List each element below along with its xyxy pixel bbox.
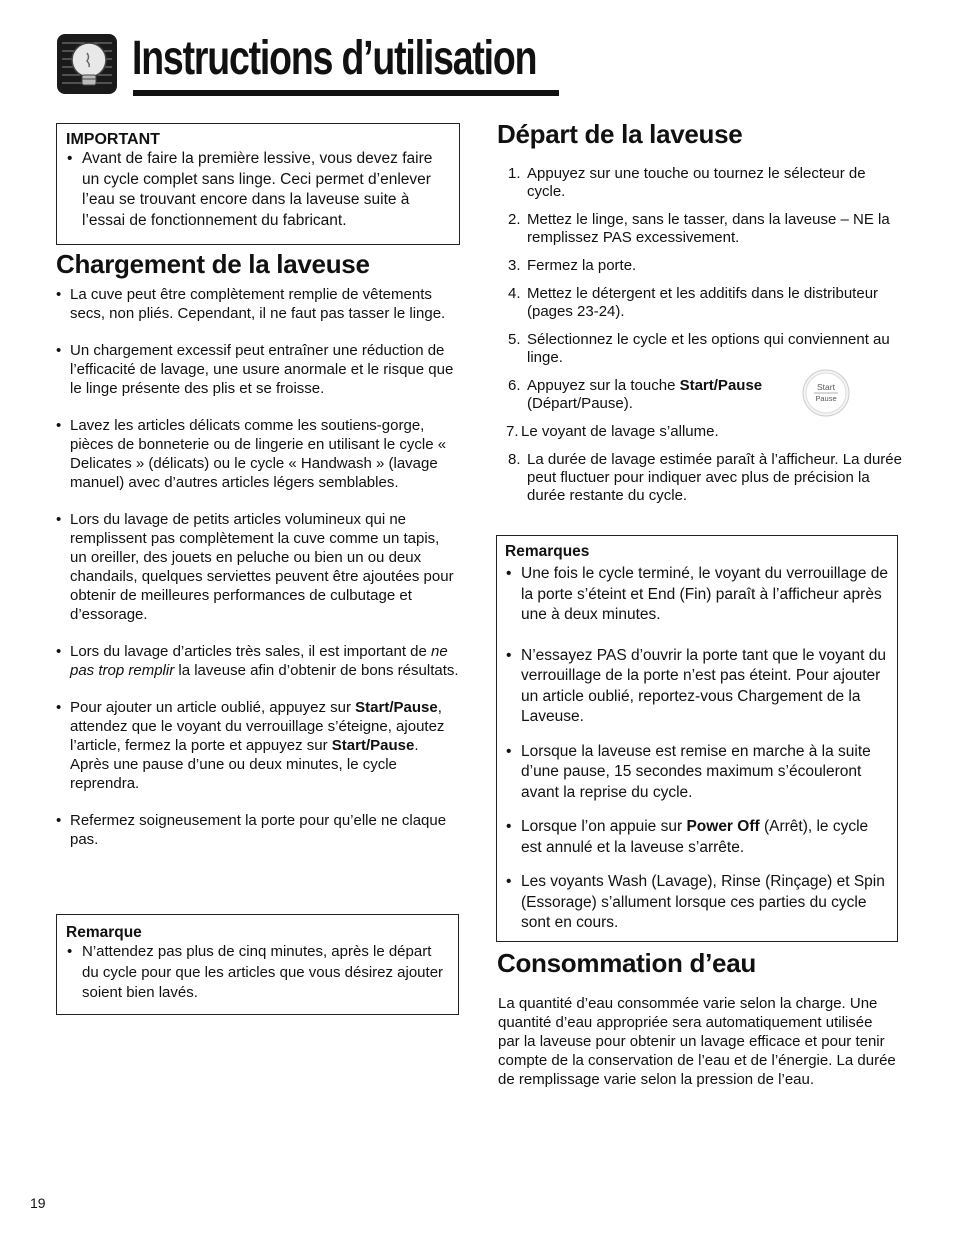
list-item: • Lors du lavage de petits articles volumineux qui ne remplissent pas complètement la cuve comme un tapis, un oreiller, des jouets en peluche ou bien un ou deux chandails, quelques serviettes peuvent être ajoutées pour obtenir de meilleures performances de culbutage et d’essorage. [56,510,460,624]
step-text: Le voyant de lavage s’allume. [521,423,719,440]
item-text: . Après une pause d’une ou deux minutes, le cycle reprendra. [70,737,419,792]
step-item [508,165,903,201]
start-pause-button-bottom-label: Pause [815,394,837,403]
list-item [56,698,460,793]
step-number: 6. [508,377,521,394]
emphasis-text: ne pas trop remplir [70,643,448,679]
chargement-list [56,285,460,867]
step-number: 7. [506,423,519,440]
step-item [508,257,903,275]
list-item: • Un chargement excessif peut entraîner une réduction de l’efficacité de lavage, une usure anormale et le risque que le linge présente des plis et se froisse. [56,341,460,398]
step-text: (Départ/Pause). [527,395,633,412]
power-off-label: Power Off [686,818,760,835]
depart-steps [508,165,903,515]
remarque-heading: Remarque [66,924,142,941]
step-item [508,285,903,321]
step-text: Appuyez sur la touche [527,377,680,394]
remarque-text: • N’attendez pas plus de cinq minutes, après le départ du cycle pour que les articles que vous désirez ajouter soient bien lavés. [66,942,449,1004]
start-pause-label: Start/Pause [355,699,438,716]
step-item [508,331,903,367]
list-item [505,817,889,858]
start-pause-label: Start/Pause [331,737,415,754]
step-number: 5. [508,331,521,348]
list-item: • Les voyants Wash (Lavage), Rinse (Rinçage) et Spin (Essorage) s’allument lorsque ces parties du cycle sont en cours. [505,872,889,934]
section-heading-consommation: Consommation d’eau [497,948,756,978]
step-number: 3. [508,257,521,274]
list-item: • Une fois le cycle terminé, le voyant du verrouillage de la porte s’éteint et End (Fin) paraît à l’afficheur après une à deux minutes. [505,564,889,626]
step-text: Sélectionnez le cycle et les options qui conviennent au linge. [527,331,890,366]
list-item: • Lavez les articles délicats comme les soutiens-gorge, pièces de bonneterie ou de lingerie en utilisant le cycle « Delicates » (délicats) ou le cycle « Handwash » (lavage manuel) avec d’autres articles légers semblables. [56,416,460,492]
section-heading-depart: Départ de la laveuse [497,119,743,149]
lightbulb-icon [56,33,118,95]
step-text: La durée de lavage estimée paraît à l’afficheur. La durée peut fluctuer pour indiquer avec plus de précision la durée restante du cycle. [527,451,902,504]
step-number: 4. [508,285,521,302]
item-text: Pour ajouter un article oublié, appuyez sur [70,699,356,716]
item-text: , attendez que le voyant du verrouillage s’éteigne, ajoutez l’article, fermez la porte et appuyez sur [70,699,445,754]
step-item [508,211,903,247]
list-item: • La cuve peut être complètement remplie de vêtements secs, non pliés. Cependant, il ne faut pas tasser le linge. [56,285,460,323]
page-title: Instructions d’utilisation [132,32,537,85]
step-text: Fermez la porte. [527,257,637,274]
step-text: Appuyez sur une touche ou tournez le sélecteur de cycle. [527,165,866,200]
start-pause-button-top-label: Start [817,382,835,392]
list-item [56,642,460,680]
step-number: 8. [508,451,521,468]
item-text: (Arrêt), le cycle est annulé et la laveuse s’arrête. [521,818,869,856]
start-pause-label: Start/Pause [679,377,763,394]
step-text: Mettez le détergent et les additifs dans le distributeur (pages 23-24). [527,285,879,320]
item-text: Lors du lavage d’articles très sales, il est important de [70,643,432,660]
item-text: Lorsque l’on appuie sur [521,818,687,835]
title-underline [133,90,559,96]
item-text: la laveuse afin d’obtenir de bons résultats. [174,662,459,679]
list-item: • Refermez soigneusement la porte pour qu’elle ne claque pas. [56,811,460,849]
step-item [508,451,903,505]
step-item [508,377,903,413]
remarques-heading: Remarques [505,543,590,560]
start-pause-button-icon [801,368,851,418]
consommation-text: La quantité d’eau consommée varie selon la charge. Une quantité d’eau appropriée sera automatiquement utilisée par la laveuse pour obtenir un lavage efficace et pour tenir compte de la conservation de l’eau et de l’énergie. La durée de remplissage varie selon la pression de l’eau. [498,995,896,1088]
step-text: Mettez le linge, sans le tasser, dans la laveuse – NE la remplissez PAS excessivement. [527,211,890,246]
list-item: • Lorsque la laveuse est remise en marche à la suite d’une pause, 15 secondes maximum s’écouleront avant la reprise du cycle. [505,742,889,804]
step-item [506,423,903,441]
step-number: 1. [508,165,521,182]
important-text: • Avant de faire la première lessive, vous devez faire un cycle complet sans linge. Ceci permet d’enlever l’eau se trouvant encore dans la laveuse suite à l’essai de fonctionnement du fabricant. [66,149,451,231]
page-number: 19 [30,1195,46,1211]
list-item: • N’essayez PAS d’ouvrir la porte tant que le voyant du verrouillage de la porte n’est pas éteint. Pour ajouter un article oublié, reportez-vous Chargement de la Laveuse. [505,646,889,728]
remarques-box [496,535,898,942]
step-number: 2. [508,211,521,228]
important-heading: IMPORTANT [66,131,160,148]
remarque-box [56,914,459,1015]
section-heading-chargement: Chargement de la laveuse [56,249,370,279]
important-notice-box [56,123,460,245]
